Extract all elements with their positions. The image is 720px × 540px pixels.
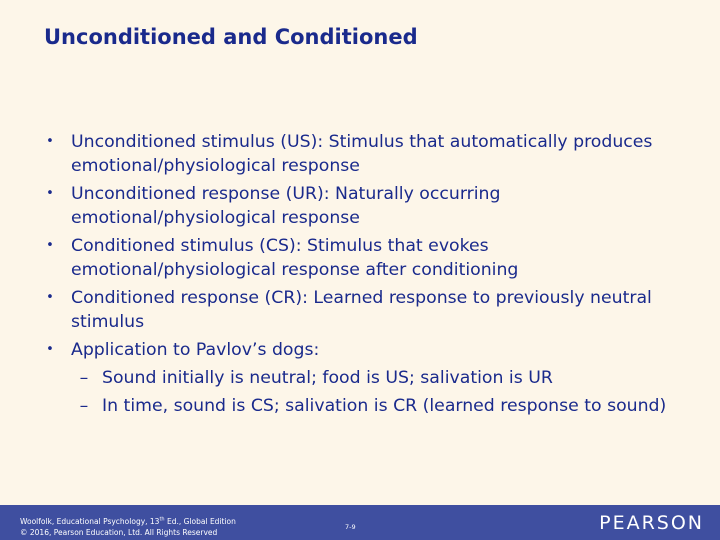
bullet-list [40,130,690,422]
bullet-text: Conditioned response (CR): Learned response to previously neutral stimulus [71,288,652,332]
bullet-item [40,338,690,362]
sub-bullet-marker: – [79,396,89,416]
bullet-text: Conditioned stimulus (CS): Stimulus that evokes emotional/physiological response after conditioning [71,236,519,280]
pearson-logo: PEARSON [599,512,704,534]
citation-superscript: th [159,516,165,523]
bullet-text: Application to Pavlov’s dogs: [71,340,320,360]
citation-line [20,516,236,527]
sub-bullet-item [40,366,690,390]
bullet-text: Unconditioned response (UR): Naturally occurring emotional/physiological response [71,184,501,228]
bullet-marker: • [46,342,54,357]
bullet-text: Unconditioned stimulus (US): Stimulus that automatically produces emotional/physiological response [71,132,653,176]
bullet-item [40,234,690,282]
bullet-item [40,130,690,178]
bullet-marker: • [46,238,54,253]
sub-bullet-item [40,394,690,418]
page-number: 7-9 [345,523,356,531]
sub-bullet-marker: – [79,368,89,388]
footer-citation [20,516,236,538]
bullet-item [40,286,690,334]
bullet-marker: • [46,290,54,305]
slide-title: Unconditioned and Conditioned [44,25,418,49]
sub-bullet-text: In time, sound is CS; salivation is CR (learned response to sound) [102,396,667,416]
citation-prefix: Woolfolk, Educational Psychology, 13 [20,517,160,526]
bullet-marker: • [46,134,54,149]
citation-suffix: Ed., Global Edition [164,517,236,526]
sub-bullet-text: Sound initially is neutral; food is US; salivation is UR [102,368,553,388]
copyright-line: © 2016, Pearson Education, Ltd. All Rights Reserved [20,528,218,537]
footer-bar [0,505,720,540]
bullet-marker: • [46,186,54,201]
bullet-item [40,182,690,230]
